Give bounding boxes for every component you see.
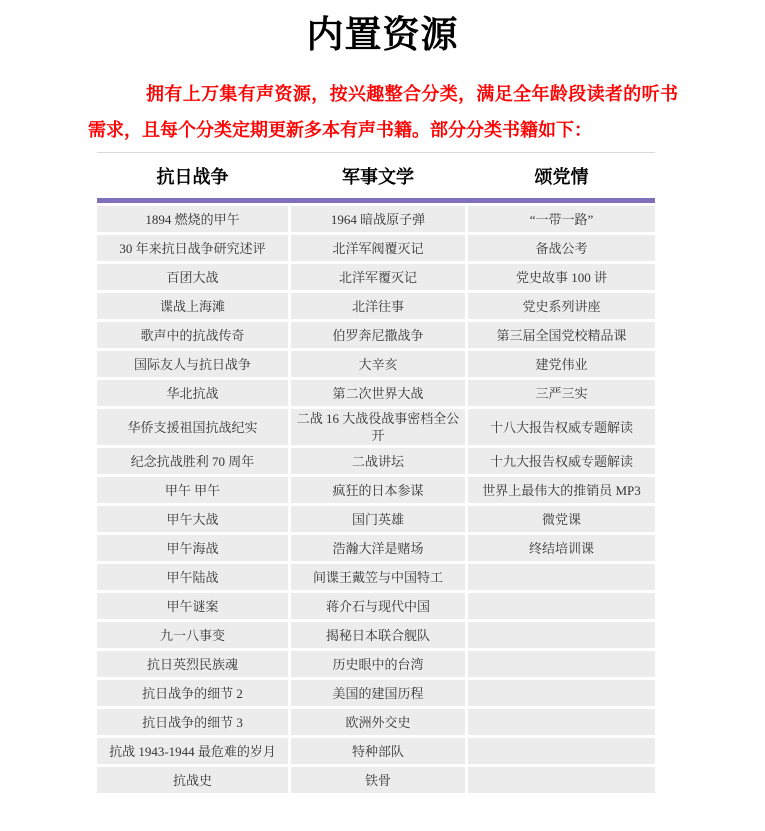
table-row: [97, 351, 655, 377]
table-cell: 备战公考: [468, 235, 655, 261]
table-cell: [468, 593, 655, 619]
table-row: [97, 506, 655, 532]
table-cell: 十九大报告权威专题解读: [468, 448, 655, 474]
table-cell: 国际友人与抗日战争: [97, 351, 288, 377]
table-cell: 抗日英烈民族魂: [97, 651, 288, 677]
table-cell: 建党伟业: [468, 351, 655, 377]
table-cell: 抗日战争的细节 2: [97, 680, 288, 706]
table-cell: 世界上最伟大的推销员 MP3: [468, 477, 655, 503]
table-row: [97, 680, 655, 706]
table-cell: 华北抗战: [97, 380, 288, 406]
table-cell: 谍战上海滩: [97, 293, 288, 319]
header-rule: [97, 198, 655, 203]
resource-table: [97, 152, 655, 793]
table-row: [97, 767, 655, 793]
table-cell: 北洋往事: [291, 293, 465, 319]
table-row: [97, 477, 655, 503]
table-cell: 甲午陆战: [97, 564, 288, 590]
column-header-war: 抗日战争: [156, 166, 229, 187]
table-cell: 历史眼中的台湾: [291, 651, 465, 677]
table-cell: 30 年来抗日战争研究述评: [97, 235, 288, 261]
table-cell: 十八大报告权威专题解读: [468, 409, 655, 445]
table-cell: 伯罗奔尼撒战争: [291, 322, 465, 348]
table-cell: 微党课: [468, 506, 655, 532]
table-row: [97, 448, 655, 474]
table-cell: “一带一路”: [468, 206, 655, 232]
table-row: [97, 535, 655, 561]
table-cell: 特种部队: [291, 738, 465, 764]
table-cell: 党史系列讲座: [468, 293, 655, 319]
table-cell: 甲午大战: [97, 506, 288, 532]
table-cell: 国门英雄: [291, 506, 465, 532]
table-cell: 大辛亥: [291, 351, 465, 377]
table-cell: 抗战 1943-1944 最危难的岁月: [97, 738, 288, 764]
table-row: [97, 564, 655, 590]
table-cell: 欧洲外交史: [291, 709, 465, 735]
table-cell: 甲午谜案: [97, 593, 288, 619]
table-cell: 三严三实: [468, 380, 655, 406]
table-cell: [468, 564, 655, 590]
table-cell: [468, 651, 655, 677]
table-row: [97, 622, 655, 648]
table-row: [97, 206, 655, 232]
table-row: [97, 651, 655, 677]
table-header-row: [97, 152, 655, 198]
table-row: [97, 293, 655, 319]
table-cell: [468, 680, 655, 706]
table-cell: 北洋军覆灭记: [291, 264, 465, 290]
table-cell: 抗战史: [97, 767, 288, 793]
table-row: [97, 264, 655, 290]
table-body: [97, 206, 655, 793]
table-cell: 1964 暗战原子弹: [291, 206, 465, 232]
table-cell: 终结培训课: [468, 535, 655, 561]
table-row: [97, 380, 655, 406]
table-row: [97, 322, 655, 348]
table-cell: 疯狂的日本参谋: [291, 477, 465, 503]
table-row: [97, 409, 655, 445]
table-row: [97, 235, 655, 261]
table-cell: [468, 622, 655, 648]
table-cell: 甲午海战: [97, 535, 288, 561]
table-cell: 北洋军阀覆灭记: [291, 235, 465, 261]
table-cell: 百团大战: [97, 264, 288, 290]
table-cell: 第二次世界大战: [291, 380, 465, 406]
column-header-military-literature: 军事文学: [342, 166, 414, 187]
table-cell: [468, 767, 655, 793]
table-cell: 华侨支援祖国抗战纪实: [97, 409, 288, 445]
page-title: 内置资源: [306, 14, 459, 55]
column-header-party: 颂党情: [534, 166, 589, 187]
table-cell: [468, 709, 655, 735]
table-cell: 浩瀚大洋是赌场: [291, 535, 465, 561]
table-cell: 二战讲坛: [291, 448, 465, 474]
table-cell: 铁骨: [291, 767, 465, 793]
table-row: [97, 593, 655, 619]
table-cell: [468, 738, 655, 764]
table-row: [97, 709, 655, 735]
table-cell: 第三届全国党校精品课: [468, 322, 655, 348]
table-cell: 纪念抗战胜利 70 周年: [97, 448, 288, 474]
table-cell: 党史故事 100 讲: [468, 264, 655, 290]
table-cell: 抗日战争的细节 3: [97, 709, 288, 735]
intro-paragraph: 拥有上万集有声资源，按兴趣整合分类，满足全年龄段读者的听书需求，且每个分类定期更新多本有声书籍。部分分类书籍如下：: [88, 84, 678, 140]
table-cell: 二战 16 大战役战事密档全公开: [291, 409, 465, 445]
table-cell: 九一八事变: [97, 622, 288, 648]
table-cell: 美国的建国历程: [291, 680, 465, 706]
table-cell: 间谍王戴笠与中国特工: [291, 564, 465, 590]
table-cell: 歌声中的抗战传奇: [97, 322, 288, 348]
table-cell: 揭秘日本联合舰队: [291, 622, 465, 648]
table-cell: 蒋介石与现代中国: [291, 593, 465, 619]
table-cell: 1894 燃烧的甲午: [97, 206, 288, 232]
table-cell: 甲午 甲午: [97, 477, 288, 503]
table-row: [97, 738, 655, 764]
